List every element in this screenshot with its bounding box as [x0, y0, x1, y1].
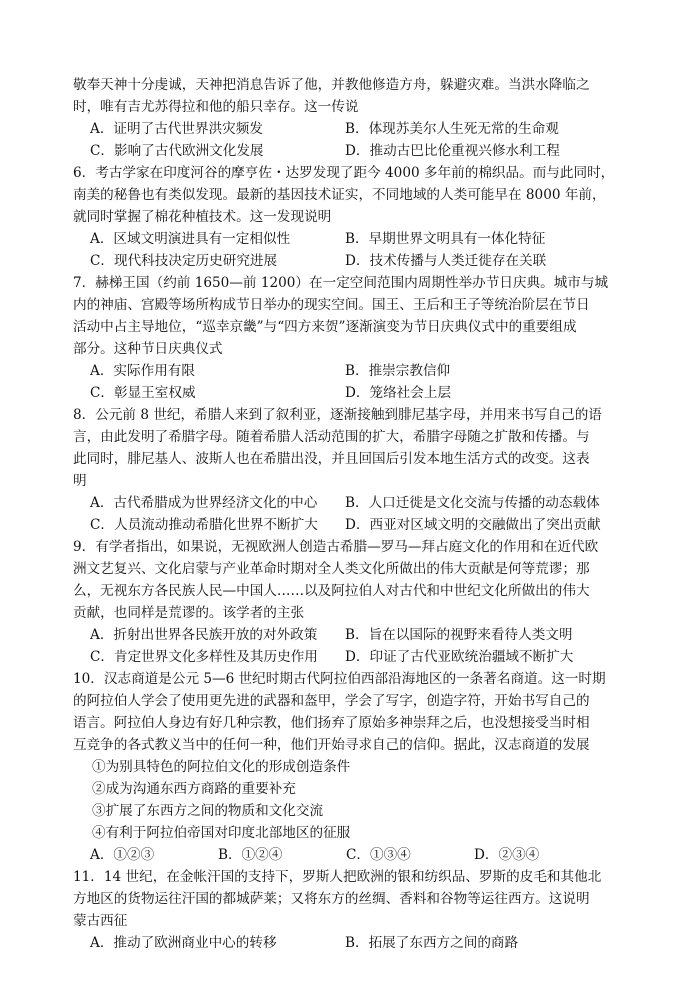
- q11-stem-line: 方地区的货物运往汗国的都城萨莱；又将东方的丝绸、香料和谷物等运往西方。这说明: [73, 891, 590, 907]
- q8-option-a[interactable]: A．古代希腊成为世界经济文化的中心: [90, 495, 318, 511]
- q10-item: ③扩展了东西方之间的物质和文化交流: [92, 803, 324, 819]
- q8-stem-line: 此同时，腓尼基人、波斯人也在希腊出没，并且回国后引发本地生活方式的改变。这表: [73, 451, 590, 467]
- intro-option-c[interactable]: C．影响了古代欧洲文化发展: [90, 143, 264, 159]
- q9-stem-line: 洲文艺复兴、文化启蒙与产业革命时期对全人类文化所做出的伟大贡献是何等荒谬；那: [73, 561, 590, 577]
- q10-option-c[interactable]: C．①③④: [346, 847, 411, 863]
- intro-option-a[interactable]: A．证明了古代世界洪灾频发: [90, 121, 263, 137]
- q9-stem-line: 贡献，也同样是荒谬的。该学者的主张: [73, 605, 305, 621]
- q7-option-d[interactable]: D．笼络社会上层: [345, 385, 452, 401]
- q10-option-b[interactable]: B．①②④: [218, 847, 283, 863]
- q10-item: ②成为沟通东西方商路的重要补充: [92, 781, 296, 797]
- q6-stem-line: 就同时掌握了棉花种植技术。这一发现说明: [73, 209, 332, 225]
- q7-stem-line: 7．赫梯王国（约前 1650—前 1200）在一定空间范围内周期性举办节日庆典。城市与城: [73, 275, 609, 291]
- q6-stem-line: 6．考古学家在印度河谷的摩亨佐・达罗发现了距今 4000 多年前的棉织品。而与此同时，: [73, 165, 615, 181]
- q6-option-d[interactable]: D．技术传播与人类迁徙存在关联: [345, 253, 547, 269]
- intro-option-d[interactable]: D．推动古巴比伦重视兴修水利工程: [345, 143, 560, 159]
- q6-stem-line: 南美的秘鲁也有类似发现。最新的基因技术证实，不同地域的人类可能早在 8000 年前，: [73, 187, 606, 203]
- q10-item: ①为别具特色的阿拉伯文化的形成创造条件: [92, 759, 351, 775]
- q7-option-c[interactable]: C．彰显王室权威: [90, 385, 196, 401]
- q6-option-c[interactable]: C．现代科技决定历史研究进展: [90, 253, 278, 269]
- q11-option-a[interactable]: A．推动了欧洲商业中心的转移: [90, 935, 277, 951]
- q10-option-d[interactable]: D．②③④: [474, 847, 540, 863]
- q8-stem-line: 言，由此发明了希腊字母。随着希腊人活动范围的扩大，希腊字母随之扩散和传播。与: [73, 429, 590, 445]
- q10-option-a[interactable]: A．①②③: [90, 847, 155, 863]
- q10-item: ④有利于阿拉伯帝国对印度北部地区的征服: [92, 825, 351, 841]
- q8-stem-line: 8．公元前 8 世纪，希腊人来到了叙利亚，逐渐接触到腓尼基字母，并用来书写自己的语: [73, 407, 602, 423]
- q7-option-b[interactable]: B．推崇宗教信仰: [345, 363, 451, 379]
- q9-option-a[interactable]: A．折射出世界各民族开放的对外政策: [90, 627, 318, 643]
- q10-stem-line: 的阿拉伯人学会了使用更先进的武器和盔甲，学会了写字，创造字符，开始书写自己的: [73, 693, 590, 709]
- q11-stem-line: 蒙古西征: [73, 913, 128, 929]
- q9-option-c[interactable]: C．肯定世界文化多样性及其历史作用: [90, 649, 318, 665]
- intro-option-b[interactable]: B．体现苏美尔人生死无常的生命观: [345, 121, 559, 137]
- intro-stem-line: 敬奉天神十分虔诚，天神把消息告诉了他，并教他修造方舟，躲避灾难。当洪水降临之: [73, 77, 590, 93]
- q11-option-b[interactable]: B．拓展了东西方之间的商路: [345, 935, 519, 951]
- q10-stem-line: 语言。阿拉伯人身边有好几种宗教，他们扬弃了原始多神崇拜之后，也没想接受当时相: [73, 715, 590, 731]
- intro-stem-line: 时，唯有吉尤苏得拉和他的船只幸存。这一传说: [73, 99, 359, 115]
- q10-stem-line: 互竞争的各式教义当中的任何一种，他们开始寻求自己的信仰。据此，汉志商道的发展: [73, 737, 590, 753]
- q6-option-a[interactable]: A．区域文明演进具有一定相似性: [90, 231, 291, 247]
- q9-option-d[interactable]: D．印证了古代亚欧统治疆域不断扩大: [345, 649, 574, 665]
- q10-stem-line: 10．汉志商道是公元 5—6 世纪时期古代阿拉伯西部沿海地区的一条著名商道。这一时期: [73, 671, 606, 687]
- q7-stem-line: 内的神庙、宫殿等场所构成节日举办的现实空间。国王、王后和王子等统治阶层在节日: [73, 297, 590, 313]
- q8-stem-line: 明: [73, 473, 87, 489]
- q11-stem-line: 11．14 世纪，在金帐汗国的支持下，罗斯人把欧洲的银和纺织品、罗斯的皮毛和其他北: [73, 869, 602, 885]
- q7-option-a[interactable]: A．实际作用有限: [90, 363, 195, 379]
- q8-option-d[interactable]: D．西亚对区域文明的交融做出了突出贡献: [345, 517, 601, 533]
- q9-option-b[interactable]: B．旨在以国际的视野来看待人类文明: [345, 627, 573, 643]
- q7-stem-line: 活动中占主导地位，“巡幸京畿”与“四方来贺”逐渐演变为节日庆典仪式中的重要组成: [73, 319, 577, 335]
- q9-stem-line: 么，无视东方各民族人民—中国人……以及阿拉伯人对古代和中世纪文化所做出的伟大: [73, 583, 590, 599]
- q7-stem-line: 部分。这种节日庆典仪式: [73, 341, 223, 357]
- q9-stem-line: 9．有学者指出，如果说，无视欧洲人创造古希腊—罗马—拜占庭文化的作用和在近代欧: [73, 539, 599, 555]
- q8-option-b[interactable]: B．人口迁徙是文化交流与传播的动态载体: [345, 495, 600, 511]
- q6-option-b[interactable]: B．早期世界文明具有一体化特征: [345, 231, 546, 247]
- q8-option-c[interactable]: C．人员流动推动希腊化世界不断扩大: [90, 517, 318, 533]
